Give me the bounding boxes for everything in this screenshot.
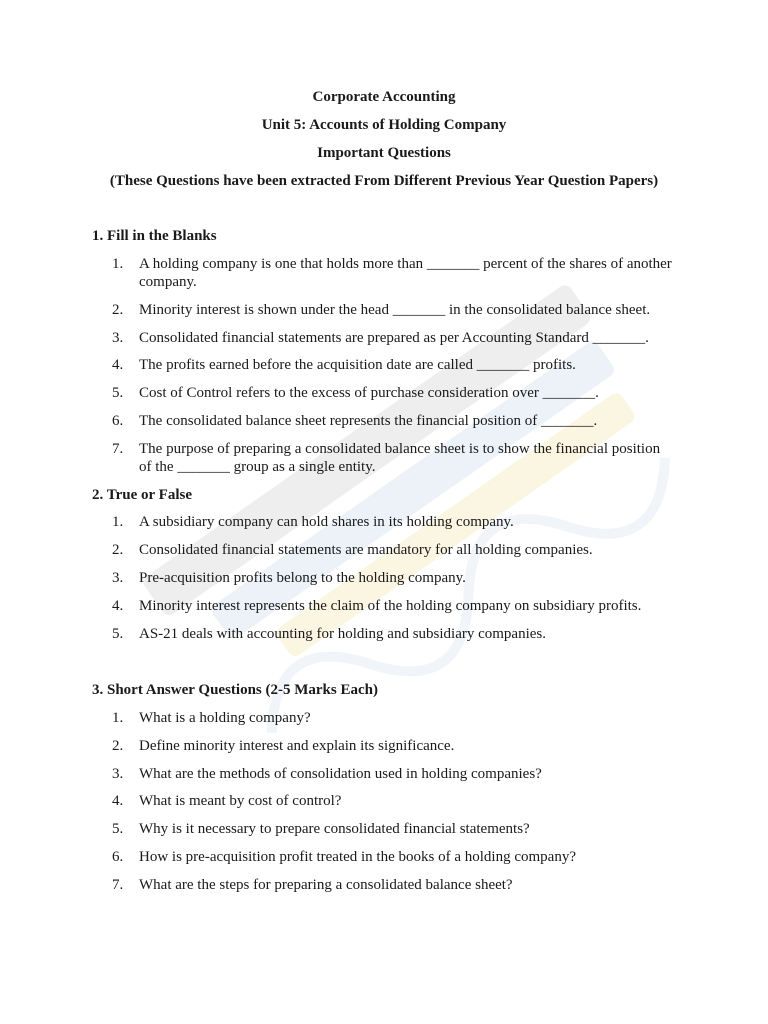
list-item: 1. A subsidiary company can hold shares in its holding company.	[112, 514, 514, 530]
unit-title: Unit 5: Accounts of Holding Company	[261, 117, 507, 133]
section-heading-true-false: 2. True or False	[92, 487, 192, 503]
list-item: 5. Why is it necessary to prepare consolidated financial statements?	[112, 821, 530, 837]
list-item: 4. The profits earned before the acquisition date are called _______ profits.	[112, 357, 576, 373]
source-note: (These Questions have been extracted From Different Previous Year Question Papers)	[109, 173, 659, 189]
section-heading-short-answer: 3. Short Answer Questions (2-5 Marks Each)	[92, 682, 378, 698]
list-item: 1. A holding company is one that holds more than _______ percent of the shares of another company.	[112, 256, 672, 290]
list-item: 6. How is pre-acquisition profit treated in the books of a holding company?	[112, 849, 576, 865]
list-item: 6. The consolidated balance sheet represents the financial position of _______.	[112, 413, 598, 429]
subtitle: Important Questions	[317, 145, 451, 161]
list-item: 2. Consolidated financial statements are mandatory for all holding companies.	[112, 542, 593, 558]
list-item: 4. What is meant by cost of control?	[112, 793, 342, 809]
list-item: 7. What are the steps for preparing a consolidated balance sheet?	[112, 877, 513, 893]
list-item: 7. The purpose of preparing a consolidated balance sheet is to show the financial position of the _______ group as a single entity.	[112, 441, 661, 475]
course-title: Corporate Accounting	[312, 89, 456, 105]
section-heading-fill-blanks: 1. Fill in the Blanks	[92, 228, 217, 244]
list-item: 5. Cost of Control refers to the excess of purchase consideration over _______.	[112, 385, 599, 401]
list-item: 5. AS-21 deals with accounting for holding and subsidiary companies.	[112, 626, 547, 642]
list-item: 2. Define minority interest and explain its significance.	[112, 738, 455, 754]
list-item: 2. Minority interest is shown under the head _______ in the consolidated balance sheet.	[112, 302, 651, 318]
list-item: 3. What are the methods of consolidation used in holding companies?	[112, 766, 542, 782]
list-item: 4. Minority interest represents the claim of the holding company on subsidiary profits.	[112, 598, 642, 614]
list-item: 3. Consolidated financial statements are prepared as per Accounting Standard _______.	[112, 330, 649, 346]
list-item: 3. Pre-acquisition profits belong to the holding company.	[112, 570, 466, 586]
list-item: 1. What is a holding company?	[112, 710, 311, 726]
